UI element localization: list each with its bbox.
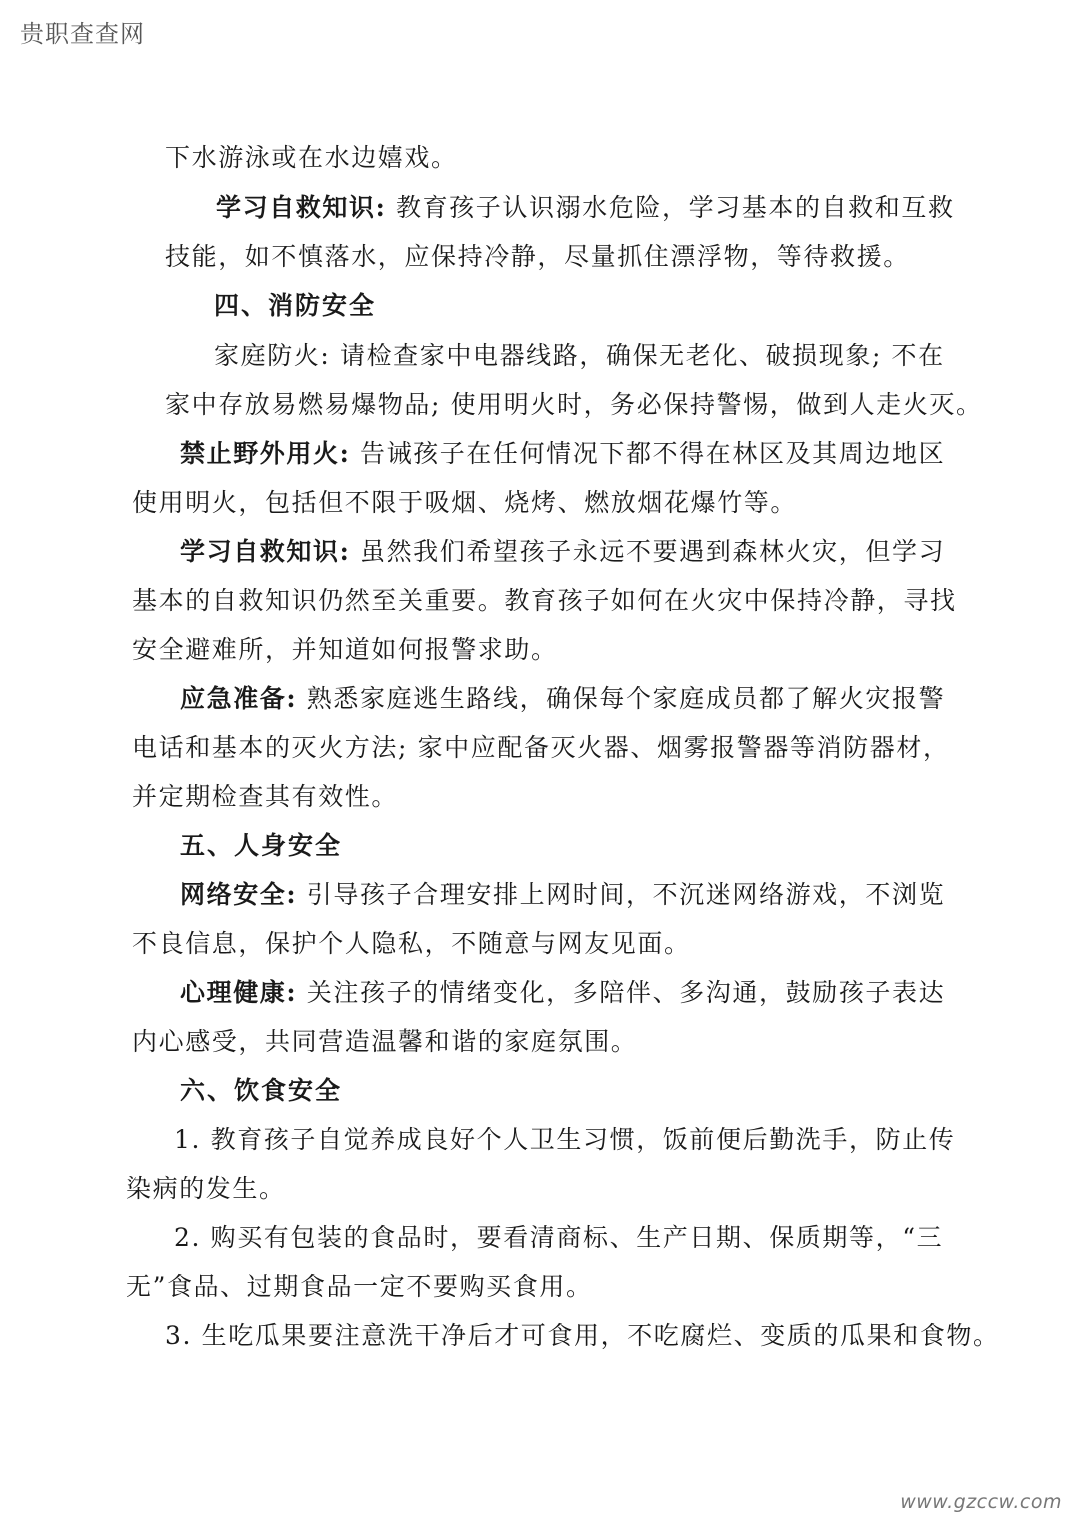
text-line: 安全避难所，并知道如何报警求助。 (132, 635, 558, 664)
paragraph-label: 应急准备: (180, 684, 298, 713)
text-line: 网络安全: 引导孩子合理安排上网时间，不沉迷网络游戏，不浏览 (180, 880, 946, 909)
watermark-bottom: www.gzccw.com (900, 1491, 1062, 1513)
text-line: 家中存放易燃易爆物品; 使用明火时，务必保持警惕，做到人走火灭。 (165, 390, 983, 419)
text-line: 2. 购买有包装的食品时，要看清商标、生产日期、保质期等，“三 (174, 1223, 944, 1252)
paragraph-label: 禁止野外用火: (180, 439, 351, 468)
text-line: 技能，如不慎落水，应保持冷静，尽量抓住漂浮物，等待救援。 (165, 242, 910, 271)
section-heading: 六、饮食安全 (180, 1076, 343, 1105)
text-line: 学习自救知识: 教育孩子认识溺水危险，学习基本的自救和互救 (216, 193, 955, 222)
text-line: 应急准备: 熟悉家庭逃生路线，确保每个家庭成员都了解火灾报警 (180, 684, 946, 713)
text-line: 家庭防火: 请检查家中电器线路，确保无老化、破损现象; 不在 (214, 341, 945, 370)
text-line: 使用明火，包括但不限于吸烟、烧烤、燃放烟花爆竹等。 (132, 488, 798, 517)
text-line: 内心感受，共同营造温馨和谐的家庭氛围。 (132, 1027, 638, 1056)
paragraph-label: 网络安全: (180, 880, 298, 909)
text-line: 禁止野外用火: 告诫孩子在任何情况下都不得在林区及其周边地区 (180, 439, 946, 468)
text-line: 并定期检查其有效性。 (132, 782, 399, 811)
text-line: 1. 教育孩子自觉养成良好个人卫生习惯，饭前便后勤洗手，防止传 (174, 1125, 956, 1154)
text-line: 心理健康: 关注孩子的情绪变化，多陪伴、多沟通，鼓励孩子表达 (180, 978, 946, 1007)
text-line: 3. 生吃瓜果要注意洗干净后才可食用，不吃腐烂、变质的瓜果和食物。 (165, 1321, 1000, 1350)
watermark-top: 贵职查查网 (20, 20, 145, 48)
text-line: 无”食品、过期食品一定不要购买食用。 (126, 1272, 593, 1301)
section-heading: 四、消防安全 (214, 291, 377, 320)
text-line: 染病的发生。 (126, 1174, 286, 1203)
text-line: 学习自救知识: 虽然我们希望孩子永远不要遇到森林火灾，但学习 (180, 537, 946, 566)
text-line: 基本的自救知识仍然至关重要。教育孩子如何在火灾中保持冷静，寻找 (132, 586, 957, 615)
text-line: 不良信息，保护个人隐私，不随意与网友见面。 (132, 929, 691, 958)
paragraph-label: 学习自救知识: (216, 193, 387, 222)
paragraph-label: 心理健康: (180, 978, 298, 1007)
paragraph-label: 学习自救知识: (180, 537, 351, 566)
section-heading: 五、人身安全 (180, 831, 343, 860)
text-line: 下水游泳或在水边嬉戏。 (165, 143, 458, 172)
text-line: 电话和基本的灭火方法; 家中应配备灭火器、烟雾报警器等消防器材， (132, 733, 950, 762)
